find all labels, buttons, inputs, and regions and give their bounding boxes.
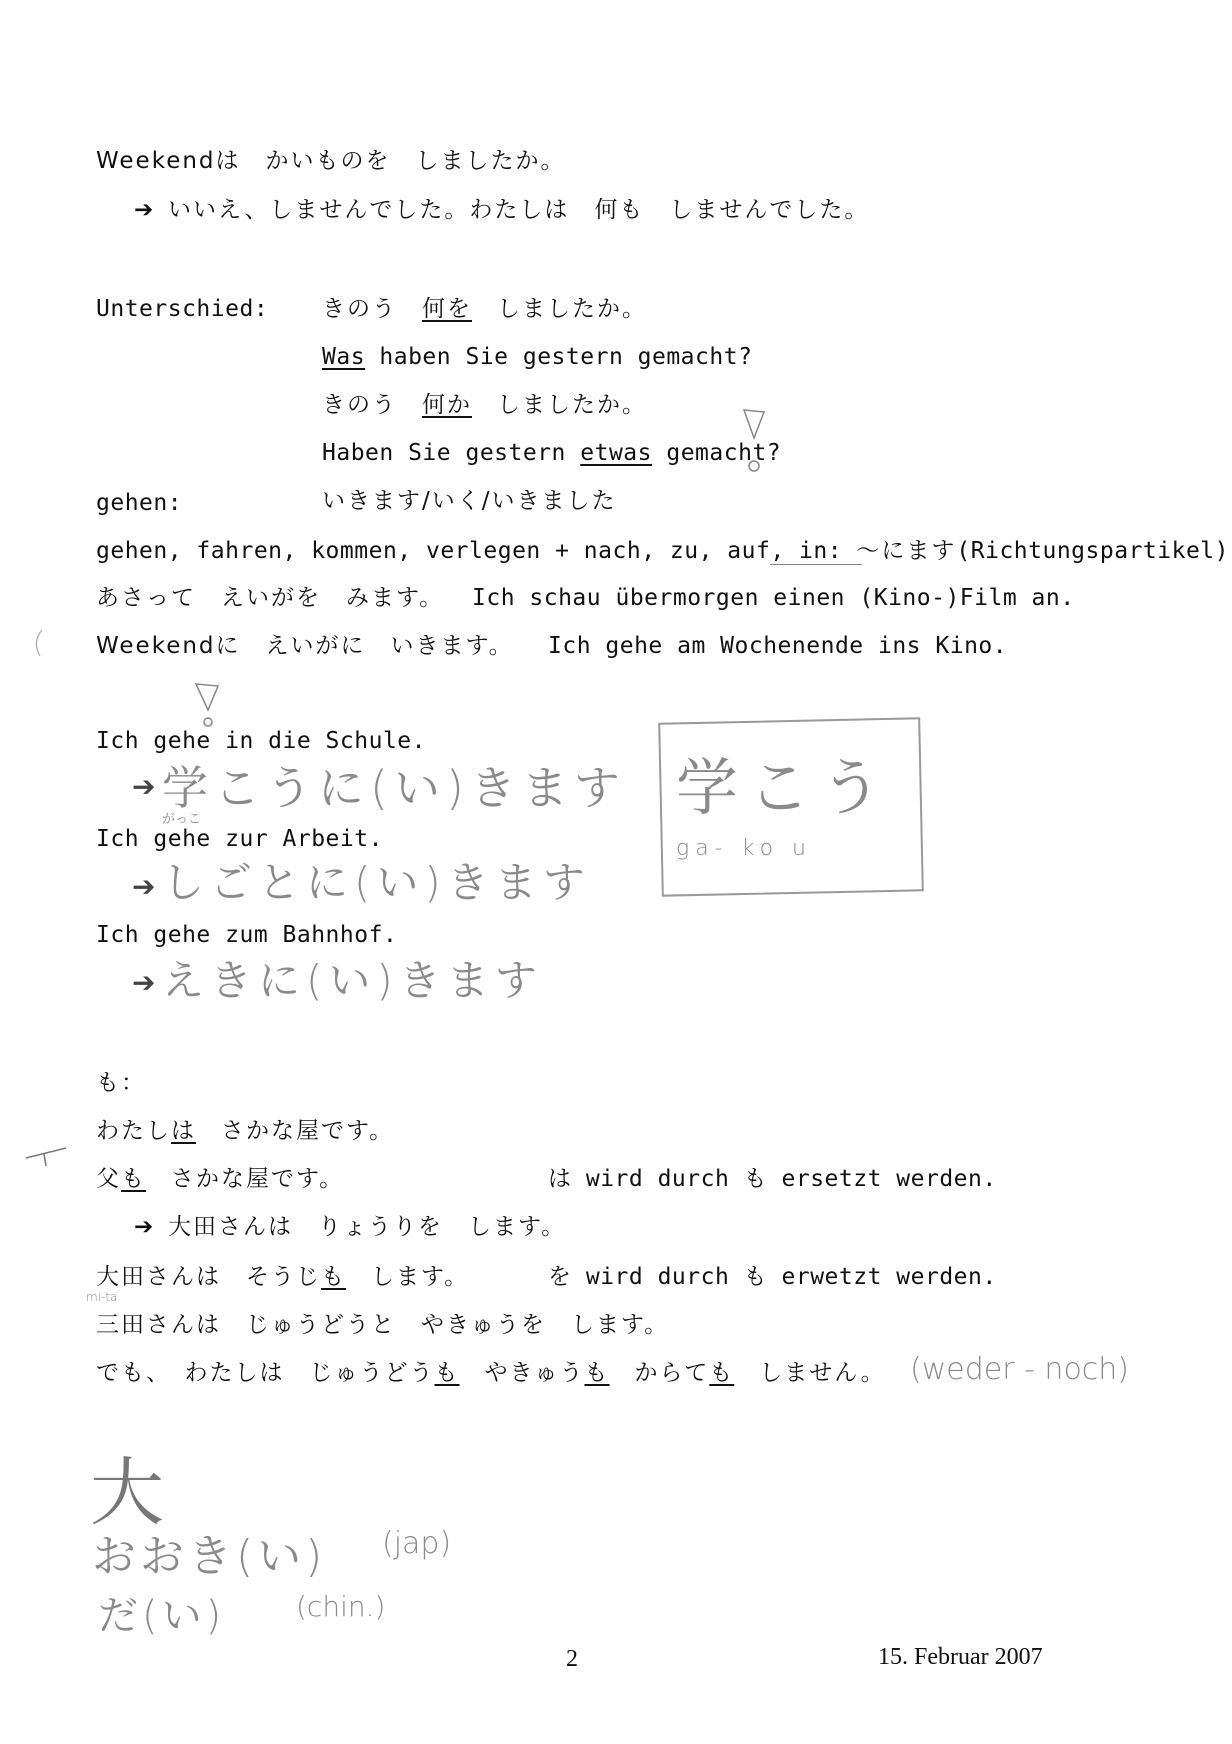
mo-line-1 bbox=[96, 1116, 394, 1146]
underlined-text: etwas bbox=[580, 440, 652, 466]
hand-drawn-dash-icon bbox=[24, 1140, 70, 1170]
text: きのう bbox=[322, 296, 422, 322]
sentence-bahnhof: Ich gehe zum Bahnhof. bbox=[96, 922, 398, 948]
text: haben Sie gestern gemacht? bbox=[365, 344, 753, 370]
text: からて bbox=[609, 1360, 710, 1386]
handwritten-mita: mi-ta bbox=[86, 1290, 118, 1304]
mo-note-2: を wird durch も erwetzt werden. bbox=[548, 1264, 997, 1290]
text: やきゅう bbox=[459, 1360, 585, 1386]
mo-line-4 bbox=[96, 1262, 469, 1292]
document-date: 15. Februar 2007 bbox=[878, 1644, 1043, 1670]
hand-drawn-triangle-icon bbox=[192, 680, 222, 732]
text: さかな屋です。 bbox=[196, 1118, 395, 1144]
underlined-text: 何か bbox=[422, 392, 472, 418]
underlined-text: Was bbox=[322, 344, 366, 370]
sentence-schule: Ich gehe in die Schule. bbox=[96, 728, 426, 754]
handwritten-kanji-dai: 大 bbox=[90, 1450, 164, 1536]
mo-line-3 bbox=[134, 1212, 566, 1242]
handwritten-box-romaji: ga- ko u bbox=[676, 836, 812, 861]
margin-mark-icon bbox=[30, 628, 46, 658]
arrow-right-icon: ➔ bbox=[134, 1214, 156, 1240]
underlined-text: も bbox=[434, 1360, 460, 1386]
underlined-text: も bbox=[121, 1166, 146, 1192]
gehen-forms: いきます/いく/いきました bbox=[322, 488, 617, 514]
handwritten-box-kanji: 学こう bbox=[676, 751, 893, 824]
unterschied-label: Unterschied: bbox=[96, 296, 269, 322]
text: (Richtungspartikel) bbox=[956, 538, 1230, 564]
text: 大田さんは そうじ bbox=[96, 1264, 321, 1290]
handwritten-answer-arbeit: しごとに(い)きます bbox=[162, 858, 591, 907]
line-weekend-question bbox=[96, 146, 566, 176]
text: いいえ、しませんでした。わたしは 何も しませんでした。 bbox=[168, 197, 870, 223]
arrow-right-icon: ➔ bbox=[134, 197, 156, 223]
richtung-particle: 〜にます bbox=[856, 538, 957, 564]
underlined-text: も bbox=[584, 1360, 610, 1386]
arrow-right-icon: ➔ bbox=[132, 770, 156, 803]
line-weekend-answer bbox=[134, 195, 869, 225]
handwritten-reading-2-note: (chin.) bbox=[296, 1590, 386, 1623]
mo-line-5: 三田さんは じゅうどうと やきゅうを します。 bbox=[96, 1312, 670, 1338]
underlined-text: も bbox=[709, 1360, 735, 1386]
handwritten-furigana: がっこ bbox=[162, 812, 202, 827]
handwritten-weder-noch: (weder - noch) bbox=[910, 1352, 1130, 1387]
text: わたし bbox=[96, 1118, 171, 1144]
text: します。 bbox=[346, 1264, 470, 1290]
example-2-jp: Weekendに えいがに いきます。 bbox=[96, 633, 514, 659]
text: Weekendは かいものを しましたか。 bbox=[96, 148, 566, 174]
hand-drawn-triangle-icon bbox=[740, 404, 770, 474]
arrow-right-icon: ➔ bbox=[132, 966, 156, 999]
example-1-jp: あさって えいがを みます。 bbox=[96, 585, 445, 611]
sentence-arbeit: Ich gehe zur Arbeit. bbox=[96, 826, 383, 852]
underlined-text: 何を bbox=[422, 296, 472, 322]
example-1-de: Ich schau übermorgen einen (Kino-)Film an. bbox=[472, 585, 1075, 611]
handwritten-answer-bahnhof: えきに(い)きます bbox=[162, 956, 543, 1005]
text: しましたか。 bbox=[472, 296, 647, 322]
mo-label: も： bbox=[96, 1070, 146, 1096]
text: でも、 わたしは じゅうどう bbox=[96, 1360, 435, 1386]
text: 父 bbox=[96, 1166, 121, 1192]
hand-underline bbox=[770, 564, 862, 565]
handwritten-reading-1-note: (jap) bbox=[382, 1526, 452, 1561]
handwritten-reading-1: おおき(い) bbox=[92, 1531, 327, 1582]
handwritten-reading-2: だ(い) bbox=[98, 1593, 226, 1639]
text: Haben Sie gestern bbox=[322, 440, 581, 466]
text: 大田さんは りょうりを します。 bbox=[168, 1214, 567, 1240]
page-number: 2 bbox=[566, 1646, 578, 1672]
mo-line-2 bbox=[96, 1164, 344, 1194]
text: gehen, fahren, kommen, verlegen + nach, zu, auf, in: bbox=[96, 538, 857, 564]
unterschied-line-2 bbox=[322, 342, 752, 372]
unterschied-line-1 bbox=[322, 294, 647, 324]
handwritten-answer-schule: 学こうに(い)きます bbox=[162, 761, 626, 815]
example-2-de: Ich gehe am Wochenende ins Kino. bbox=[548, 633, 1008, 659]
text: gemacht? bbox=[652, 440, 782, 466]
gehen-label: gehen: bbox=[96, 490, 183, 516]
underlined-text: は bbox=[171, 1118, 196, 1144]
text: きのう bbox=[322, 392, 422, 418]
richtung-line bbox=[96, 536, 1229, 566]
unterschied-line-3 bbox=[322, 390, 647, 420]
text: しません。 bbox=[734, 1360, 886, 1386]
unterschied-line-4 bbox=[322, 438, 781, 468]
underlined-text: も bbox=[321, 1264, 346, 1290]
mo-line-6 bbox=[96, 1358, 886, 1388]
mo-note-1: は wird durch も ersetzt werden. bbox=[548, 1166, 997, 1192]
text: さかな屋です。 bbox=[146, 1166, 345, 1192]
arrow-right-icon: ➔ bbox=[132, 870, 156, 903]
text: しましたか。 bbox=[472, 392, 647, 418]
